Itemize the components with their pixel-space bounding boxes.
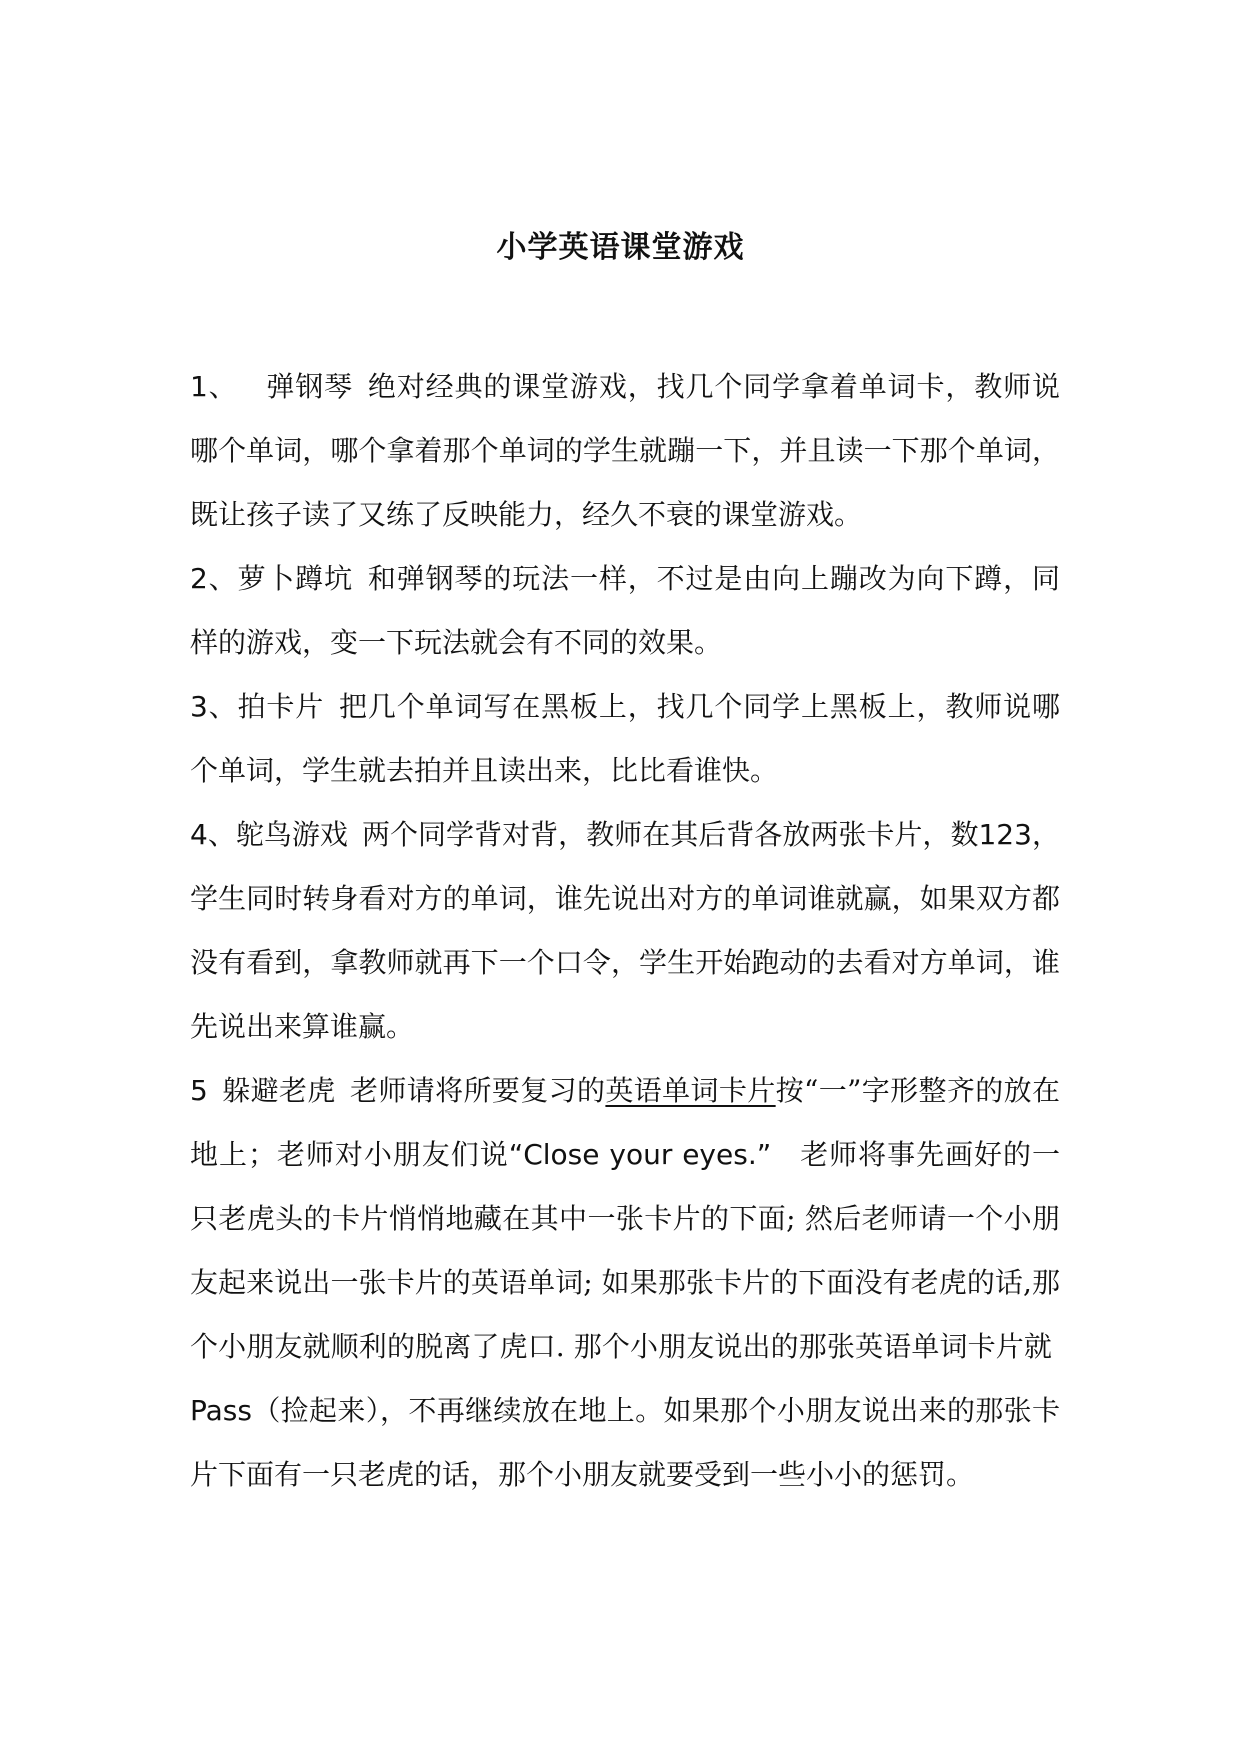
item-name: 弹钢琴: [265, 370, 354, 403]
item-number: 5: [190, 1074, 208, 1107]
item-name: 躲避老虎: [221, 1074, 336, 1107]
item-pass-word: Pass: [190, 1394, 252, 1427]
paragraph-item-2: [190, 547, 1060, 675]
paragraph-item-4: [190, 803, 1060, 1059]
document-title: 小学英语课堂游戏: [496, 230, 745, 265]
vocab-card-link[interactable]: 英语单词卡片: [605, 1074, 776, 1107]
item-text: 绝对经典的课堂游戏，找几个同学拿着单词卡，教师说哪个单词，哪个拿着那个单词的学生就蹦一下，并且读一下那个单词，既让孩子读了又练了反映能力，经久不衰的课堂游戏。: [190, 370, 1060, 531]
paragraph-item-5: [190, 1059, 1060, 1507]
item-text: 两个同学背对背，教师在其后背各放两张卡片，数: [361, 818, 979, 851]
item-text-a: 老师请将所要复习的: [349, 1074, 606, 1107]
item-text: 和弹钢琴的玩法一样，不过是由向上蹦改为向下蹲，同样的游戏，变一下玩法就会有不同的效果。: [190, 562, 1060, 659]
item-quote: “Close your eyes.”: [508, 1138, 772, 1171]
document-body: [190, 355, 1060, 1507]
item-count: 123: [978, 818, 1032, 851]
item-name: 萝卜蹲坑: [237, 562, 354, 595]
item-text-d: （捡起来），不再继续放在地上。如果那个小朋友说出来的那张卡片下面有一只老虎的话，那个小朋友就要受到一些小小的惩罚。: [190, 1394, 1060, 1491]
item-number: 2、: [190, 562, 238, 595]
paragraph-item-3: [190, 675, 1060, 803]
item-number: 4、: [190, 818, 236, 851]
item-text-c: 老师将事先画好的一只老虎头的卡片悄悄地藏在其中一张卡片的下面; 然后老师请一个小朋友起来说出一张卡片的英语单词; 如果那张卡片的下面没有老虎的话,那个小朋友就顺利的脱离了虎口. 那个小朋友说出的那张英语单词卡片就: [190, 1138, 1060, 1363]
paragraph-item-1: [190, 355, 1060, 547]
item-name: 拍卡片: [237, 690, 325, 723]
item-text-2: ，学生同时转身看对方的单词，谁先说出对方的单词谁就赢，如果双方都没有看到，拿教师就再下一个口令，学生开始跑动的去看对方单词，谁先说出来算谁赢。: [190, 818, 1060, 1043]
item-text: 把几个单词写在黑板上，找几个同学上黑板上，教师说哪个单词，学生就去拍并且读出来，比比看谁快。: [190, 690, 1060, 787]
item-number: 1、: [190, 370, 238, 403]
item-name: 鸵鸟游戏: [235, 818, 348, 851]
item-text-b: 按“一”字形整齐的放在地上；老师对小朋友们说: [190, 1074, 1060, 1171]
item-number: 3、: [190, 690, 238, 723]
